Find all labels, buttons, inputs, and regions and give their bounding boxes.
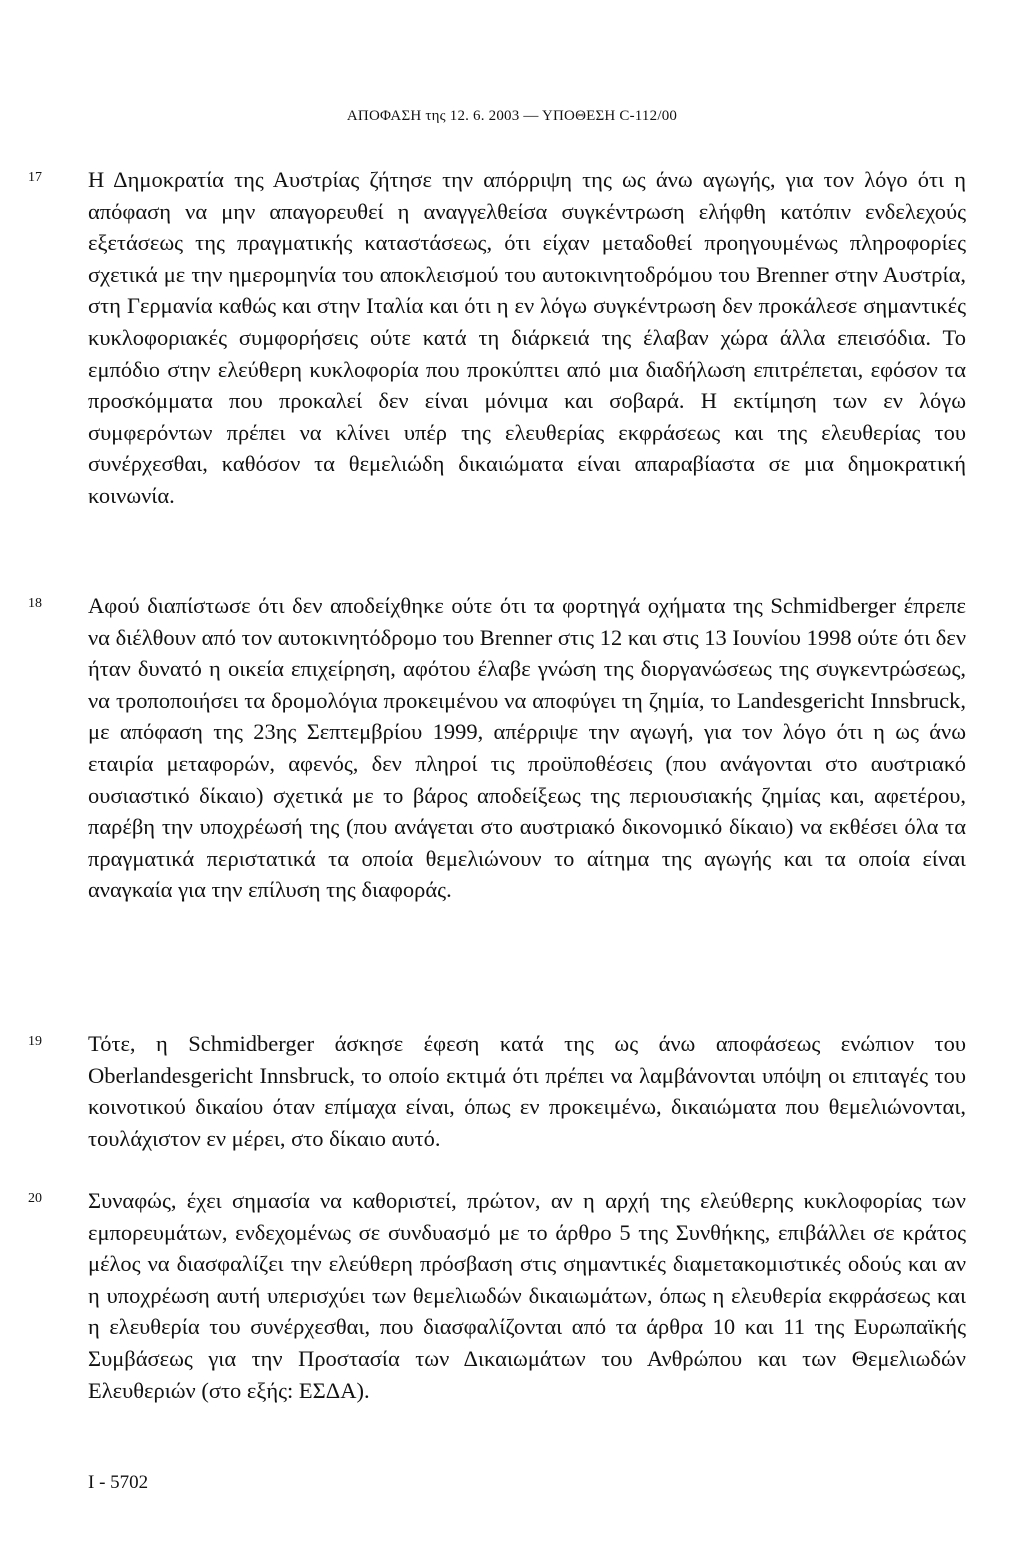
paragraph-19	[28, 1028, 966, 1154]
paragraph-text: Τότε, η Schmidberger άσκησε έφεση κατά της ως άνω αποφάσεως ενώπιον του Oberlandesgericht Innsbruck, το οποίο εκτιμά ότι πρέπει να λαμβάνονται υπόψη οι επιταγές του κοινοτικού δικαίου όταν επίμαχα είναι, όπως εν προκειμένω, δικαιώματα που θεμελιώνονται, τουλάχιστον εν μέρει, στο δίκαιο αυτό.	[88, 1031, 966, 1151]
paragraph-17	[28, 164, 966, 512]
paragraph-number: 20	[28, 1191, 42, 1206]
paragraph-text: Αφού διαπίστωσε ότι δεν αποδείχθηκε ούτε ότι τα φορτηγά οχήματα της Schmidberger έπρεπε να διέλθουν από τον αυτοκινητόδρομο του Brenner στις 12 και στις 13 Ιουνίου 1998 ούτε ότι δεν ήταν δυνατό η οικεία επιχείρηση, αφότου έλαβε γνώση της διοργανώσεως της συγκεντρώσεως, να τροποποιήσει τα δρομολόγια προκειμένου να αποφύγει τη ζημία, το Landesgericht Innsbruck, με απόφαση της 23ης Σεπτεμβρίου 1999, απέρριψε την αγωγή, για τον λόγο ότι η ως άνω εταιρία μεταφορών, αφενός, δεν πληροί τις προϋποθέσεις (που ανάγονται στο αυστριακό ουσιαστικό δίκαιο) σχετικά με το βάρος αποδείξεως της περιουσιακής ζημίας και, αφετέρου, παρέβη την υποχρέωσή της (που ανάγεται στο αυστριακό δικονομικό δίκαιο) να εκθέσει όλα τα πραγματικά περιστατικά τα οποία θεμελιώνουν το αίτημα της αγωγής και τα οποία είναι αναγκαία για την επίλυση της διαφοράς.	[88, 593, 966, 903]
page-header: ΑΠΟΦΑΣΗ της 12. 6. 2003 — ΥΠΟΘΕΣΗ C-112/00	[346, 108, 678, 124]
paragraph-text: Συναφώς, έχει σημασία να καθοριστεί, πρώτον, αν η αρχή της ελεύθερης κυκλοφορίας των εμπορευμάτων, ενδεχομένως σε συνδυασμό με το άρθρο 5 της Συνθήκης, επιβάλλει σε κράτος μέλος να διασφαλίζει την ελεύθερη πρόσβαση στις σημαντικές διαμετακομιστικές οδούς και αν η υποχρέωση αυτή υπερισχύει των θεμελιωδών δικαιωμάτων, όπως η ελευθερία εκφράσεως και η ελευθερία του συνέρχεσθαι, που διασφαλίζονται από τα άρθρα 10 και 11 της Ευρωπαϊκής Συμβάσεως για την Προστασία των Δικαιωμάτων του Ανθρώπου και των Θεμελιωδών Ελευθεριών (στο εξής: ΕΣΔΑ).	[88, 1188, 966, 1403]
paragraph-number: 18	[28, 596, 42, 611]
paragraph-20	[28, 1185, 966, 1406]
paragraph-number: 19	[28, 1034, 42, 1049]
page-number: I - 5702	[88, 1472, 149, 1493]
paragraph-text: Η Δημοκρατία της Αυστρίας ζήτησε την απόρριψη της ως άνω αγωγής, για τον λόγο ότι η απόφαση να μην απαγορευθεί η αναγγελθείσα συγκέντρωση ελήφθη κατόπιν ενδελεχούς εξετάσεως της πραγματικής καταστάσεως, ότι είχαν μεταδοθεί προηγουμένως πληροφορίες σχετικά με την ημερομηνία του αποκλεισμού του αυτοκινητοδρόμου του Brenner στην Αυστρία, στη Γερμανία καθώς και στην Ιταλία και ότι η εν λόγω συγκέντρωση δεν προκάλεσε σημαντικές κυκλοφοριακές συμφορήσεις ούτε κατά τη διάρκειά της έλαβαν χώρα άλλα επεισόδια. Το εμπόδιο στην ελεύθερη κυκλοφορία που προκύπτει από μια διαδήλωση επιτρέπεται, εφόσον τα προσκόμματα που προκαλεί δεν είναι μόνιμα και σοβαρά. Η εκτίμηση των εν λόγω συμφερόντων πρέπει να κλίνει υπέρ της ελευθερίας εκφράσεως και της ελευθερίας του συνέρχεσθαι, καθόσον τα θεμελιώδη δικαιώματα είναι απαραβίαστα σε μια δημοκρατική κοινωνία.	[88, 167, 966, 508]
paragraph-18	[28, 590, 966, 906]
paragraph-number: 17	[28, 170, 42, 185]
